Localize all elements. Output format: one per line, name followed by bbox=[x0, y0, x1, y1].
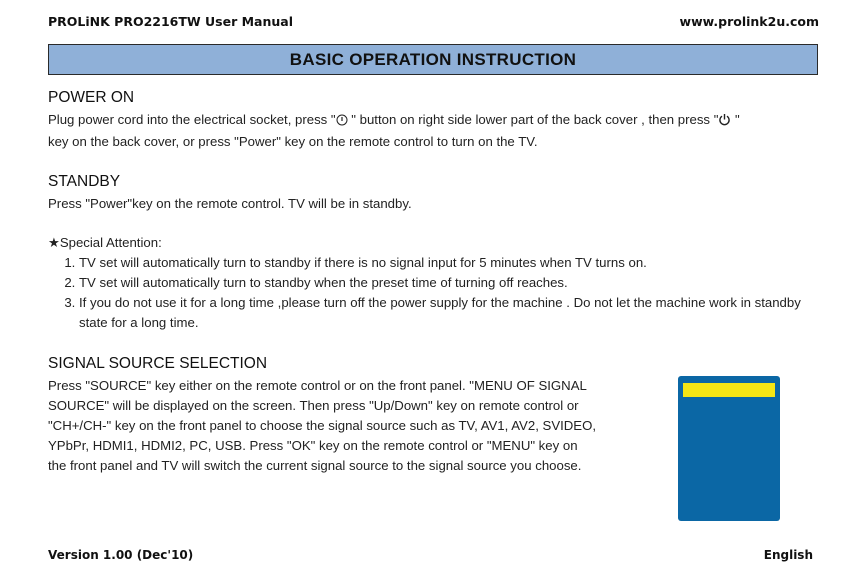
signal-line: the front panel and TV will switch the current signal source to the signal source you choose. bbox=[48, 458, 582, 473]
power-on-heading: POWER ON bbox=[48, 89, 135, 106]
standby-heading: STANDBY bbox=[48, 173, 121, 190]
power-on-line-2: key on the back cover, or press "Power" key on the remote control to turn on the TV. bbox=[48, 134, 538, 149]
signal-line: "CH+/CH-" key on the front panel to choose the signal source such as TV, AV1, AV2, SVIDEO, bbox=[48, 418, 597, 433]
manual-title: PROLiNK PRO2216TW User Manual bbox=[48, 14, 294, 29]
signal-heading: SIGNAL SOURCE SELECTION bbox=[48, 355, 268, 372]
attention-item: 2. TV set will automatically turn to standby when the preset time of turning off reaches. bbox=[79, 273, 818, 293]
attention-title: ★Special Attention: bbox=[48, 235, 162, 250]
signal-line: Press "SOURCE" key either on the remote control or on the front panel. "MENU OF SIGNAL bbox=[48, 378, 587, 393]
version-label: Version 1.00 (Dec'10) bbox=[48, 548, 194, 562]
power-on-text bbox=[48, 110, 828, 152]
standby-text: Press "Power"key on the remote control. TV will be in standby. bbox=[48, 196, 412, 211]
signal-source-menu-illustration bbox=[678, 376, 780, 521]
standby-power-icon bbox=[718, 112, 731, 132]
attention-item: 1. TV set will automatically turn to standby if there is no signal input for 5 minutes when TV turns on. bbox=[79, 253, 818, 273]
power-on-line-1: Plug power cord into the electrical socket, press " " button on right side lower part of the back cover , then press " " bbox=[48, 110, 828, 132]
website-url: www.prolink2u.com bbox=[679, 14, 819, 29]
language-label: English bbox=[763, 548, 813, 562]
special-attention bbox=[48, 233, 818, 333]
banner-title: BASIC OPERATION INSTRUCTION bbox=[289, 49, 577, 69]
power-button-icon bbox=[336, 112, 348, 132]
attention-list bbox=[48, 253, 818, 333]
signal-text bbox=[48, 376, 668, 476]
menu-highlight-bar bbox=[683, 383, 775, 397]
attention-item: 3. If you do not use it for a long time ,please turn off the power supply for the machine . Do not let the machine work in standby state for a long time. bbox=[79, 293, 818, 333]
section-banner bbox=[48, 44, 818, 75]
signal-line: SOURCE" will be displayed on the screen. Then press "Up/Down" key on remote control or bbox=[48, 398, 579, 413]
signal-line: YPbPr, HDMI1, HDMI2, PC, USB. Press "OK" key on the remote control or "MENU" key on bbox=[48, 438, 578, 453]
